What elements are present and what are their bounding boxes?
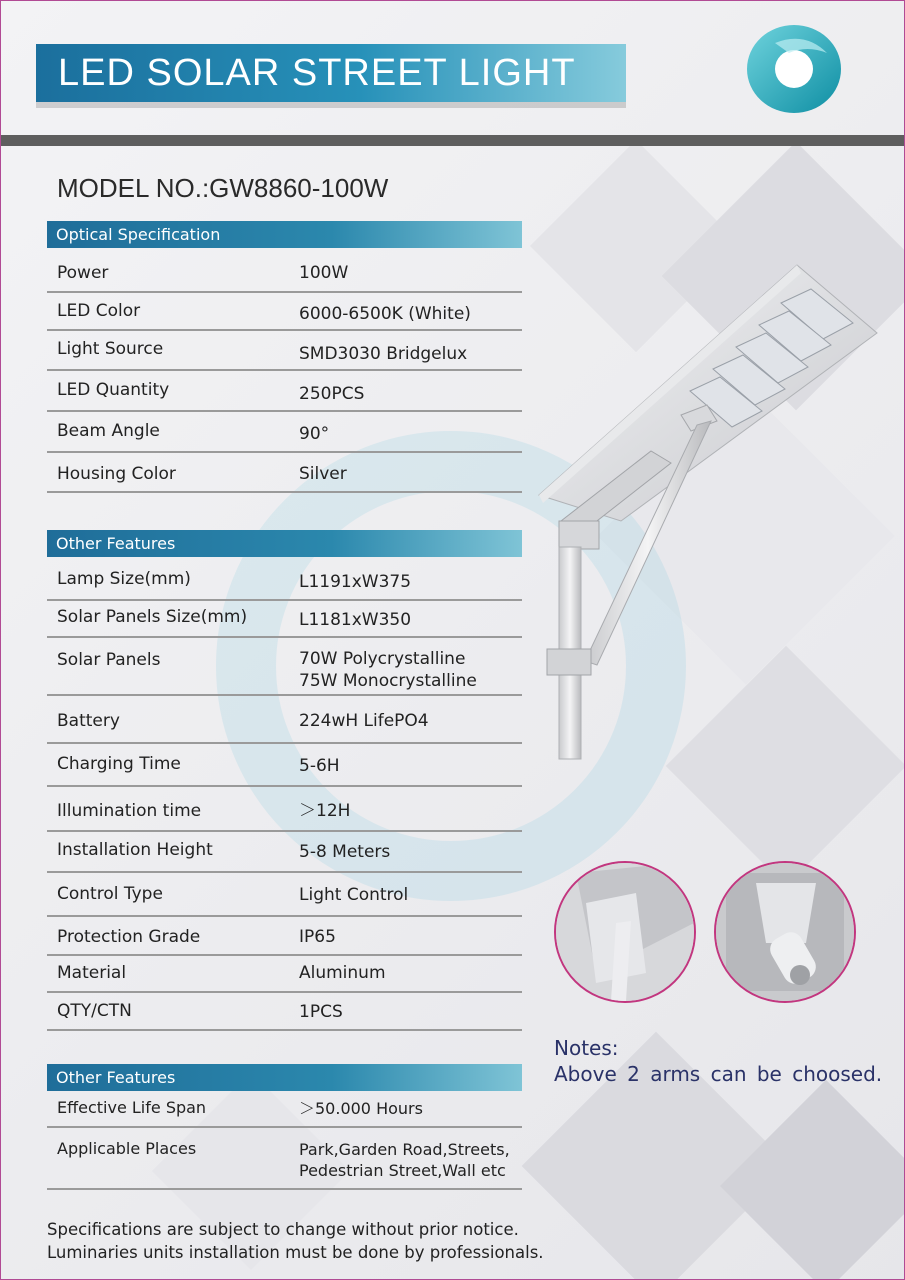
spec-value: 6000-6500K (White)	[299, 304, 471, 324]
spec-label: Protection Grade	[57, 927, 201, 947]
spec-label: Solar Panels	[57, 650, 161, 670]
spec-value: L1181xW350	[299, 610, 412, 630]
row-separator	[47, 742, 522, 744]
spec-label: Power	[57, 263, 109, 283]
teal-ring-logo-icon	[745, 23, 843, 115]
spec-value: L1191xW375	[299, 572, 412, 592]
spec-label: LED Color	[57, 301, 141, 321]
spec-label: Housing Color	[57, 464, 176, 484]
row-separator	[47, 451, 522, 453]
spec-value: 5-8 Meters	[299, 842, 391, 862]
spec-label: Illumination time	[57, 801, 202, 821]
spec-value: ＞50.000 Hours	[299, 1099, 423, 1118]
row-separator	[47, 369, 522, 371]
row-separator	[47, 871, 522, 873]
spec-value: 250PCS	[299, 384, 365, 404]
row-separator	[47, 1126, 522, 1128]
spec-label: Lamp Size(mm)	[57, 569, 191, 589]
row-separator	[47, 991, 522, 993]
footer-line-2: Luminaries units installation must be done by professionals.	[47, 1243, 544, 1262]
spec-value: Park,Garden Road,Streets,	[299, 1140, 510, 1159]
footer-disclaimer	[47, 1218, 544, 1264]
spec-value: 1PCS	[299, 1002, 343, 1022]
spec-label: Battery	[57, 711, 120, 731]
spec-label: Solar Panels Size(mm)	[57, 607, 248, 627]
model-number: MODEL NO.:GW8860-100W	[57, 173, 389, 203]
row-separator	[47, 410, 522, 412]
spec-label: QTY/CTN	[57, 1001, 132, 1021]
notes-title: Notes:	[554, 1036, 619, 1060]
spec-value: SMD3030 Bridgelux	[299, 344, 468, 364]
spec-value-line2: Pedestrian Street,Wall etc	[299, 1161, 506, 1180]
notes-text: Above 2 arms can be choosed.	[554, 1062, 883, 1086]
spec-value: 5-6H	[299, 756, 340, 776]
spec-value: IP65	[299, 927, 336, 947]
spec-value: Silver	[299, 464, 347, 484]
row-separator	[47, 636, 522, 638]
spec-value: ＞12H	[299, 801, 351, 821]
spec-label: Installation Height	[57, 840, 213, 860]
row-separator	[47, 830, 522, 832]
detail-photo-arm-side	[554, 861, 696, 1003]
detail-photo-bracket	[714, 861, 856, 1003]
row-separator	[47, 785, 522, 787]
spec-label: Control Type	[57, 884, 163, 904]
footer-line-1: Specifications are subject to change without prior notice.	[47, 1220, 519, 1239]
spec-label: Charging Time	[57, 754, 181, 774]
spec-value: 70W Polycrystalline	[299, 649, 466, 669]
section-title-other-features: Other Features	[56, 534, 176, 553]
section-title-other-features-2: Other Features	[56, 1068, 176, 1087]
row-separator	[47, 329, 522, 331]
row-separator	[47, 915, 522, 917]
bg-facet	[720, 1080, 905, 1280]
spec-value: Aluminum	[299, 963, 386, 983]
spec-label: Beam Angle	[57, 421, 160, 441]
spec-value: 90°	[299, 424, 330, 444]
notes-block	[554, 1035, 882, 1087]
spec-label: Effective Life Span	[57, 1098, 207, 1117]
row-separator	[47, 1029, 522, 1031]
row-separator	[47, 954, 522, 956]
spec-value: Light Control	[299, 885, 409, 905]
street-light-product-image	[531, 263, 891, 773]
spec-value-line2: 75W Monocrystalline	[299, 671, 477, 691]
row-separator	[47, 694, 522, 696]
row-separator	[47, 1188, 522, 1190]
row-separator	[47, 491, 522, 493]
spec-value: 100W	[299, 263, 349, 283]
spec-label: LED Quantity	[57, 380, 170, 400]
section-title-optical: Optical Specification	[56, 225, 221, 244]
page-title: LED SOLAR STREET LIGHT	[58, 52, 576, 94]
header-divider	[1, 135, 905, 146]
spec-label: Light Source	[57, 339, 164, 359]
row-separator	[47, 291, 522, 293]
spec-label: Material	[57, 963, 127, 983]
row-separator	[47, 599, 522, 601]
spec-value: 224wH LifePO4	[299, 711, 429, 731]
spec-label: Applicable Places	[57, 1139, 197, 1158]
